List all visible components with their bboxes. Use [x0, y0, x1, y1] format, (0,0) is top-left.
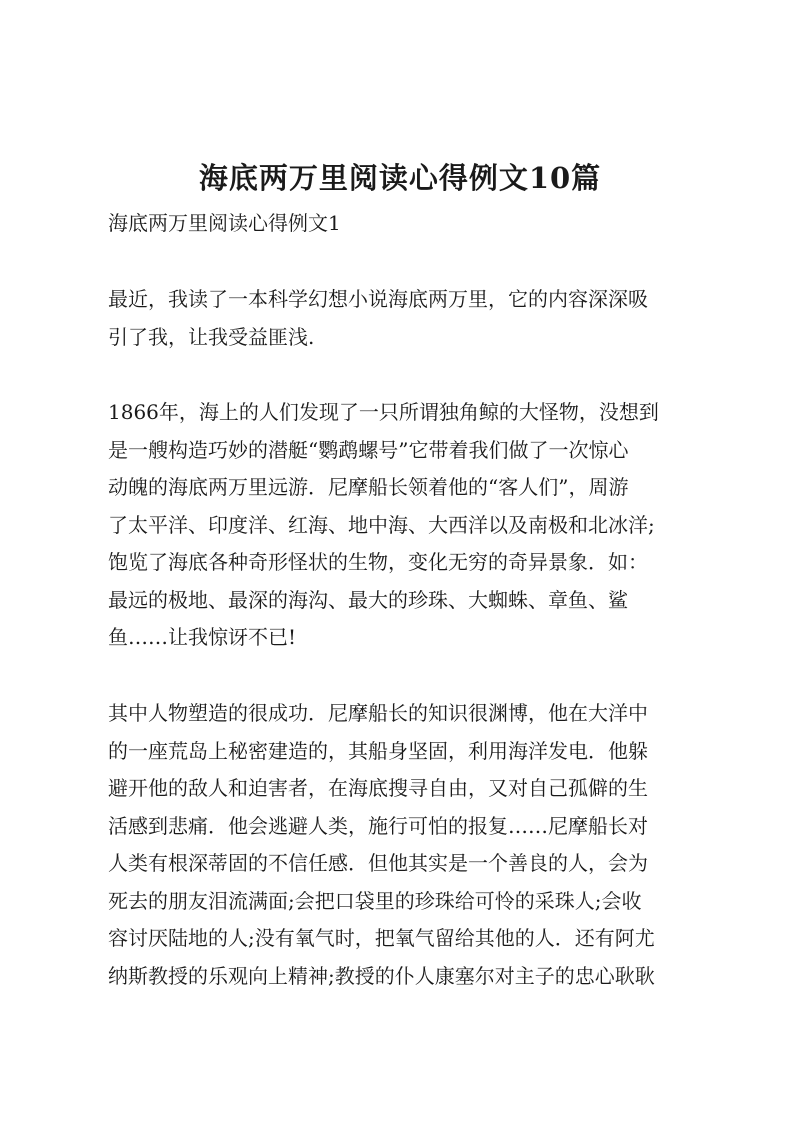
paragraph-line: 了太平洋、印度洋、红海、地中海、大西洋以及南极和北冰洋; [108, 512, 655, 537]
paragraph-line: 饱览了海底各种奇形怪状的生物，变化无穷的奇异景象．如： [108, 550, 648, 574]
paragraph-line: 容讨厌陆地的人;没有氧气时，把氧气留给其他的人．还有阿尤 [108, 926, 655, 950]
paragraph-line: 1866年，海上的人们发现了一只所谓独角鲸的大怪物，没想到 [108, 400, 659, 424]
paragraph-line: 人类有根深蒂固的不信任感．但他其实是一个善良的人，会为 [108, 851, 648, 875]
paragraph-line: 纳斯教授的乐观向上精神;教授的仆人康塞尔对主子的忠心耿耿 [108, 963, 655, 988]
document-title: 海底两万里阅读心得例文10篇 [198, 161, 602, 195]
paragraph-line: 最近，我读了一本科学幻想小说海底两万里，它的内容深深吸 [108, 287, 648, 311]
paragraph-line: 其中人物塑造的很成功．尼摩船长的知识很渊博，他在大洋中 [108, 701, 648, 725]
document-subtitle: 海底两万里阅读心得例文1 [108, 211, 341, 235]
paragraph-line: 鱼……让我惊讶不已! [108, 625, 297, 649]
paragraph-3 [108, 695, 700, 995]
paragraph-line: 避开他的敌人和迫害者，在海底搜寻自由，又对自己孤僻的生 [108, 776, 648, 800]
paragraph-line: 的一座荒岛上秘密建造的，其船身坚固，利用海洋发电．他躲 [108, 738, 648, 763]
paragraph-line: 死去的朋友泪流满面;会把口袋里的珍珠给可怜的采珠人;会收 [108, 888, 642, 913]
paragraph-line: 是一艘构造巧妙的潜艇“鹦鹉螺号”它带着我们做了一次惊心 [108, 437, 629, 462]
paragraph-line: 动魄的海底两万里远游．尼摩船长领着他的“客人们”，周游 [108, 475, 629, 499]
paragraph-2 [108, 394, 700, 657]
paragraph-line: 引了我，让我受益匪浅. [108, 324, 315, 349]
paragraph-line: 最远的极地、最深的海沟、最大的珍珠、大蜘蛛、章鱼、鲨 [108, 587, 628, 612]
paragraph-line: 活感到悲痛．他会逃避人类，施行可怕的报复……尼摩船长对 [108, 813, 648, 838]
paragraph-1 [108, 281, 700, 356]
